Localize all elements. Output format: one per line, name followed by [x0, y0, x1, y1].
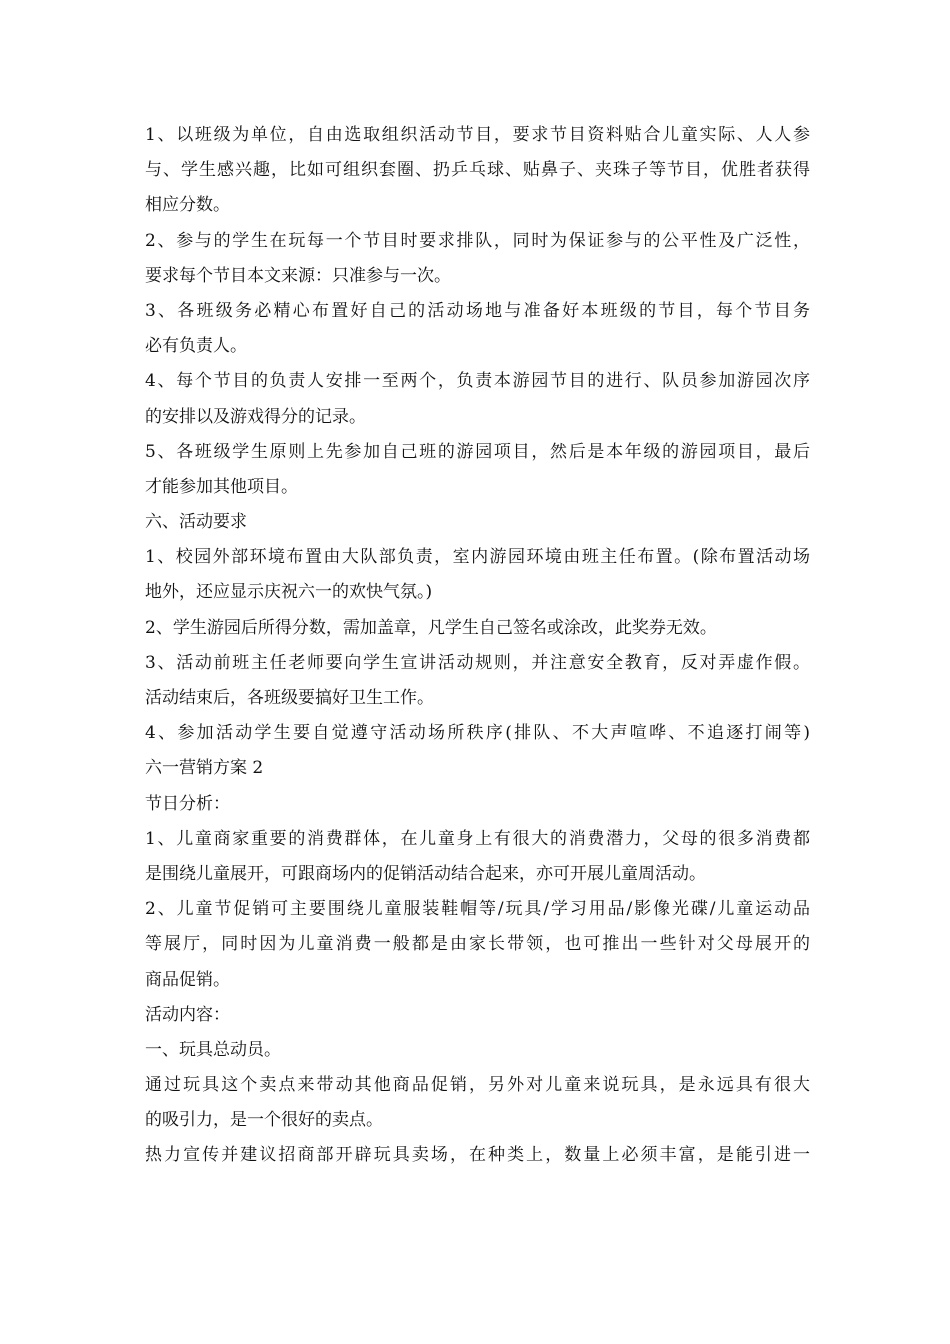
text-line: 与、学生感兴趣，比如可组织套圈、扔乒乓球、贴鼻子、夹珠子等节目，优胜者获得 [145, 160, 810, 181]
text-line: 热力宣传并建议招商部开辟玩具卖场，在种类上，数量上必须丰富，是能引进一 [145, 1145, 810, 1166]
text-line: 要求每个节目本文来源：只准参与一次。 [145, 265, 451, 286]
text-line: 六、活动要求 [145, 512, 247, 533]
text-line: 商品促销。 [145, 969, 230, 990]
text-line: 活动内容： [145, 1004, 230, 1025]
text-line: 5、各班级学生原则上先参加自己班的游园项目，然后是本年级的游园项目，最后 [145, 441, 810, 462]
text-line: 3、各班级务必精心布置好自己的活动场地与准备好本班级的节目，每个节目务 [145, 300, 810, 321]
text-line: 必有负责人。 [145, 336, 247, 357]
text-line: 节日分析： [145, 793, 230, 814]
text-line: 一、玩具总动员。 [145, 1039, 281, 1060]
text-line: 活动结束后，各班级要搞好卫生工作。 [145, 688, 434, 708]
text-line: 4、参加活动学生要自觉遵守活动场所秩序(排队、不大声喧哗、不追逐打闹等) [145, 723, 810, 744]
text-line: 1、儿童商家重要的消费群体，在儿童身上有很大的消费潜力，父母的很多消费都 [145, 828, 810, 849]
text-line: 1、以班级为单位，自由选取组织活动节目，要求节目资料贴合儿童实际、人人参 [145, 125, 810, 145]
text-line: 六一营销方案 2 [145, 758, 264, 779]
text-line: 2、参与的学生在玩每一个节目时要求排队，同时为保证参与的公平性及广泛性， [145, 230, 810, 251]
text-line: 相应分数。 [145, 195, 230, 216]
text-line: 等展厅，同时因为儿童消费一般都是由家长带领，也可推出一些针对父母展开的 [145, 934, 810, 955]
text-line: 才能参加其他项目。 [145, 476, 298, 497]
text-line: 2、儿童节促销可主要围绕儿童服装鞋帽等/玩具/学习用品/影像光碟/儿童运动品 [145, 899, 810, 920]
text-line: 1、校园外部环境布置由大队部负责，室内游园环境由班主任布置。(除布置活动场 [145, 547, 810, 568]
text-line: 通过玩具这个卖点来带动其他商品促销，另外对儿童来说玩具，是永远具有很大 [145, 1075, 810, 1096]
text-line: 是围绕儿童展开，可跟商场内的促销活动结合起来，亦可开展儿童周活动。 [145, 863, 706, 884]
text-line: 4、每个节目的负责人安排一至两个，负责本游园节目的进行、队员参加游园次序 [145, 371, 810, 392]
text-line: 的吸引力，是一个很好的卖点。 [145, 1110, 383, 1131]
document-body [145, 118, 810, 1174]
text-line: 3、活动前班主任老师要向学生宣讲活动规则，并注意安全教育，反对弄虚作假。 [145, 652, 810, 673]
text-line: 2、学生游园后所得分数，需加盖章，凡学生自己签名或涂改，此奖券无效。 [145, 617, 717, 638]
text-line: 地外，还应显示庆祝六一的欢快气氛。) [145, 582, 433, 603]
text-line: 的安排以及游戏得分的记录。 [145, 406, 366, 427]
